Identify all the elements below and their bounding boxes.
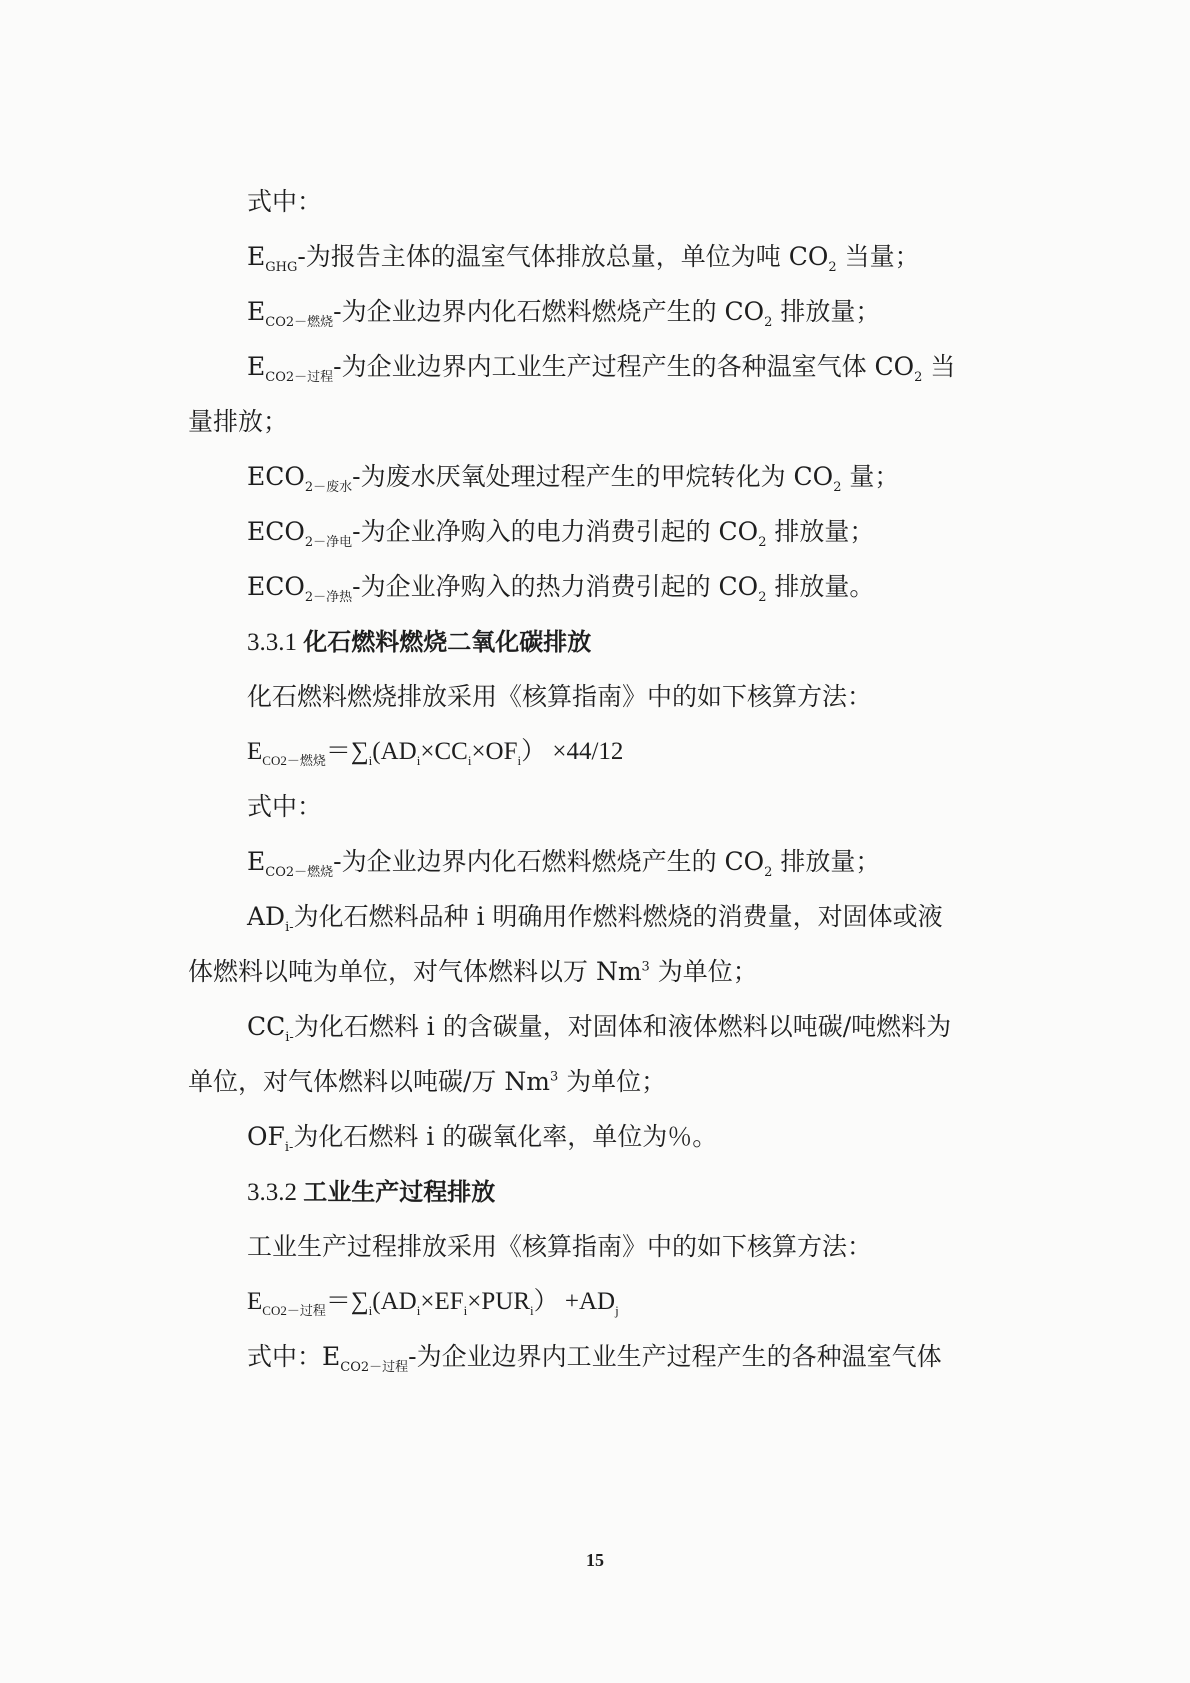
text-line: $E_{CO2-过程}-$为企业边界内工业生产过程产生的各种温室气体 $CO_2$ 当 xyxy=(247,352,956,385)
page-number: 15 xyxy=(586,1550,604,1570)
section-heading-3-3-2: 3.3.2 工业生产过程排放 xyxy=(247,1178,496,1206)
text-line: 式中： xyxy=(247,792,323,821)
text-line: 工业生产过程排放采用《核算指南》中的如下核算方法： xyxy=(247,1232,873,1261)
equation-combustion: $E_{CO2-燃烧}=\sum_i(AD_i\times CC_i\times OF_i) \times 44/12$ xyxy=(247,738,624,768)
text-line: $ECO_{2-废水}-$为废水厌氧处理过程产生的甲烷转化为 $CO_2$ 量； xyxy=(247,462,900,495)
text-line: 式中： xyxy=(247,187,323,216)
text-line: $E_{CO2-燃烧}-$为企业边界内化石燃料燃烧产生的 $CO_2$ 排放量； xyxy=(247,847,881,880)
text-line: 体燃料以吨为单位，对气体燃料以万 Nm$^3$ 为单位； xyxy=(188,957,758,986)
equation-process: $E_{CO2-过程}=\sum_i(AD_i\times EF_i\times PUR_i) +AD_j$ xyxy=(247,1288,619,1318)
text-line: 式中：$E_{CO2-过程}-$为企业边界内工业生产过程产生的各种温室气体 xyxy=(247,1342,942,1375)
text-line: 量排放； xyxy=(188,407,289,436)
text-line: 化石燃料燃烧排放采用《核算指南》中的如下核算方法： xyxy=(247,682,873,711)
text-line: $ECO_{2-净热}-$为企业净购入的热力消费引起的 $CO_2$ 排放量。 xyxy=(247,572,875,605)
text-line: $E_{GHG}-$为报告主体的温室气体排放总量，单位为吨 $CO_2$ 当量； xyxy=(247,242,920,275)
text-line: 单位，对气体燃料以吨碳/万 Nm$^3$ 为单位； xyxy=(188,1067,667,1096)
text-line: $ECO_{2-净电}-$为企业净购入的电力消费引起的 $CO_2$ 排放量； xyxy=(247,517,875,550)
text-line: $OF_{i-}$为化石燃料 i 的碳氧化率，单位为％。 xyxy=(247,1122,718,1155)
text-line: $E_{CO2-燃烧}-$为企业边界内化石燃料燃烧产生的 $CO_2$ 排放量； xyxy=(247,297,881,330)
text-line: $AD_{i-}$为化石燃料品种 i 明确用作燃料燃烧的消费量，对固体或液 xyxy=(247,902,943,935)
text-line: $CC_{i-}$为化石燃料 i 的含碳量，对固体和液体燃料以吨碳/吨燃料为 xyxy=(247,1012,952,1045)
section-heading-3-3-1: 3.3.1 化石燃料燃烧二氧化碳排放 xyxy=(247,628,592,656)
